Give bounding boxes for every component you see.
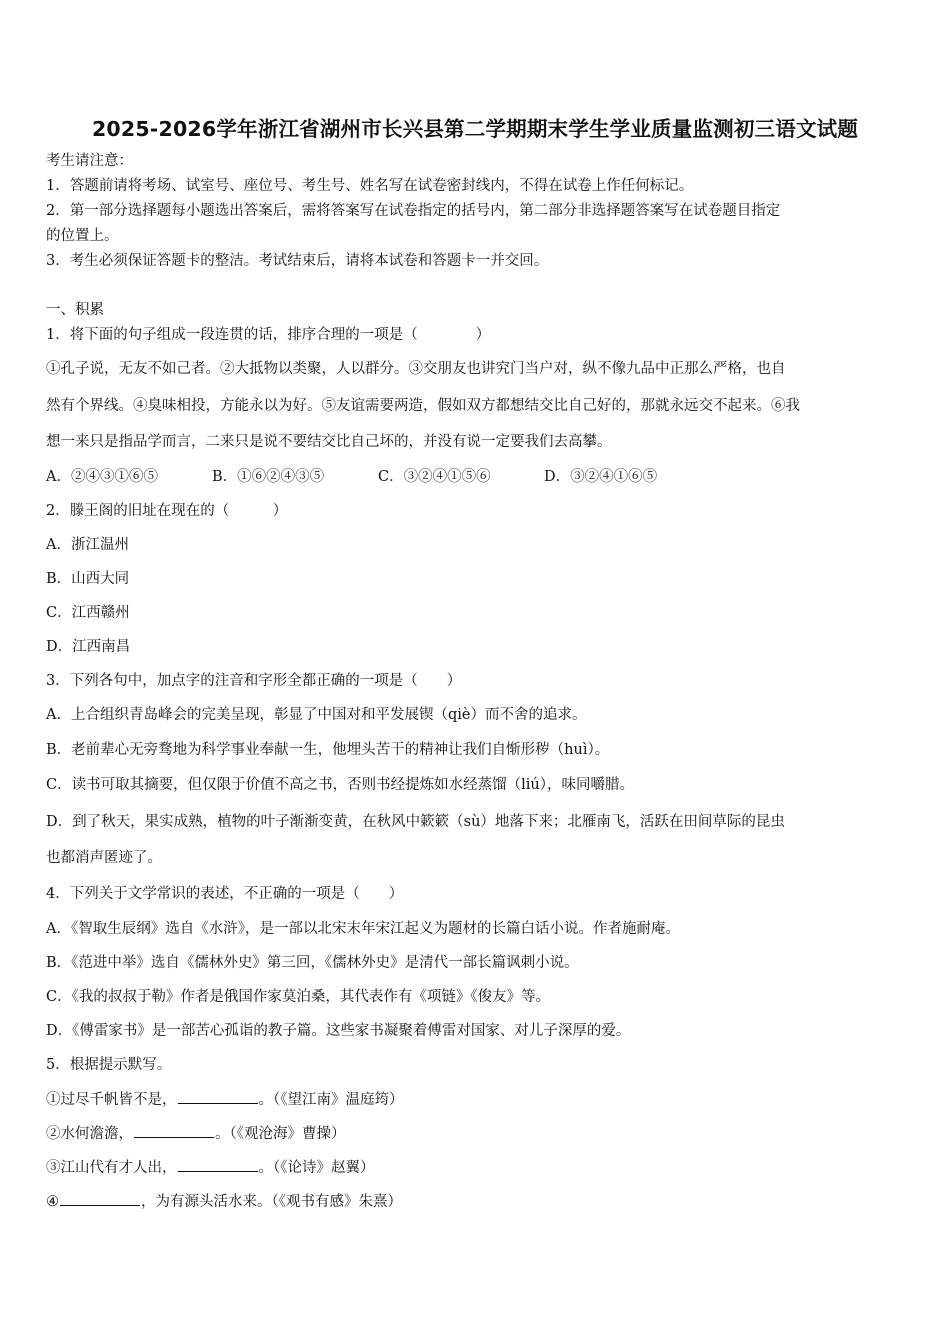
q1-stem: 1．将下面的句子组成一段连贯的话，排序合理的一项是（ ）	[46, 327, 491, 343]
q3-option-a[interactable]: A．上合组织青岛峰会的完美呈现，彰显了中国对和平发展锲（qiè）而不舍的追求。	[46, 707, 587, 723]
q3-stem: 3．下列各句中，加点字的注音和字形全都正确的一项是（ ）	[46, 673, 462, 689]
q5-item	[46, 1157, 908, 1178]
q4-option-c[interactable]: C．《我的叔叔于勒》作者是俄国作家莫泊桑，其代表作有《项链》《俊友》等。	[46, 989, 551, 1005]
q1-text-line: ①孔子说，无友不如己者。②大抵物以类聚，人以群分。③交朋友也讲究门当户对，纵不像九品中正那么严格，也自	[46, 361, 786, 377]
q1-option-d[interactable]: D．③②④①⑥⑤	[544, 469, 658, 485]
q5-item-suffix: 。（《论诗》赵翼）	[258, 1160, 375, 1176]
q5-item-suffix: 。（《望江南》温庭筠）	[258, 1092, 404, 1108]
q4-option-b[interactable]: B．《范进中举》选自《儒林外史》第三回，《儒林外史》是清代一部长篇讽刺小说。	[46, 955, 579, 971]
q4-option-d[interactable]: D．《傅雷家书》是一部苦心孤诣的教子篇。这些家书凝聚着傅雷对国家、对儿子深厚的爱。	[46, 1023, 631, 1039]
q2-option-b[interactable]: B．山西大同	[46, 571, 130, 587]
notice-item: 1．答题前请将考场、试室号、座位号、考生号、姓名写在试卷密封线内，不得在试卷上作任何标记。	[46, 178, 694, 194]
q1-text-line: 想一来只是指品学而言，二来只是说不要结交比自己坏的，并没有说一定要我们去高攀。	[46, 434, 612, 450]
answer-blank[interactable]	[134, 1123, 214, 1138]
answer-blank[interactable]	[178, 1157, 258, 1172]
q2-option-d[interactable]: D．江西南昌	[46, 639, 131, 655]
q5-item	[46, 1191, 908, 1212]
q3-option-c[interactable]: C．读书可取其摘要，但仅限于价值不高之书，否则书经提炼如水经蒸馏（liú），味同嚼腊。	[46, 777, 634, 793]
notice-item: 的位置上。	[46, 228, 119, 244]
q4-stem: 4．下列关于文学常识的表述，不正确的一项是（ ）	[46, 886, 404, 902]
q5-item-suffix: 。（《观沧海》曹操）	[215, 1126, 346, 1142]
q1-option-a[interactable]: A．②④③①⑥⑤	[46, 469, 158, 485]
q3-option-d-cont: 也都消声匿迹了。	[46, 850, 162, 866]
q5-item-prefix: ④	[46, 1194, 59, 1210]
q2-option-a[interactable]: A．浙江温州	[46, 537, 129, 553]
q5-item-prefix: ③江山代有才人出，	[46, 1160, 177, 1176]
answer-blank[interactable]	[60, 1191, 140, 1206]
q2-stem: 2．滕王阁的旧址在现在的（ ）	[46, 503, 288, 519]
q3-option-b[interactable]: B．老前辈心无旁骛地为科学事业奉献一生，他埋头苦干的精神让我们自惭形秽（huì）。	[46, 742, 610, 758]
notice-heading: 考生请注意：	[46, 153, 133, 169]
q5-item-prefix: ①过尽千帆皆不是，	[46, 1092, 177, 1108]
q1-option-b[interactable]: B．①⑥②④③⑤	[212, 469, 325, 485]
q1-text-line: 然有个界线。④臭味相投，方能永以为好。⑤友谊需要两造，假如双方都想结交比自己好的，那就永远交不起来。⑥我	[46, 398, 800, 414]
notice-item: 2．第一部分选择题每小题选出答案后，需将答案写在试卷指定的括号内，第二部分非选择题答案写在试卷题目指定	[46, 203, 781, 219]
page-title: 2025-2026学年浙江省湖州市长兴县第二学期期末学生学业质量监测初三语文试题	[91, 117, 859, 141]
section-heading: 一、积累	[46, 302, 104, 318]
q1-options	[46, 467, 908, 487]
q5-stem: 5．根据提示默写。	[46, 1057, 172, 1073]
q2-option-c[interactable]: C．江西赣州	[46, 605, 130, 621]
q1-option-c[interactable]: C．③②④①⑤⑥	[378, 469, 491, 485]
q5-item	[46, 1089, 908, 1110]
q5-item-prefix: ②水何澹澹，	[46, 1126, 133, 1142]
notice-item: 3．考生必须保证答题卡的整洁。考试结束后，请将本试卷和答题卡一并交回。	[46, 253, 549, 269]
q5-item-suffix: ，为有源头活水来。（《观书有感》朱熹）	[141, 1194, 402, 1210]
q4-option-a[interactable]: A．《智取生辰纲》选自《水浒》，是一部以北宋末年宋江起义为题材的长篇白话小说。作者施耐庵。	[46, 921, 680, 937]
q3-option-d[interactable]: D．到了秋天，果实成熟，植物的叶子渐渐变黄，在秋风中簌簌（sù）地落下来；北雁南飞，活跃在田间草际的昆虫	[46, 814, 785, 830]
q5-item	[46, 1123, 908, 1144]
answer-blank[interactable]	[178, 1089, 258, 1104]
